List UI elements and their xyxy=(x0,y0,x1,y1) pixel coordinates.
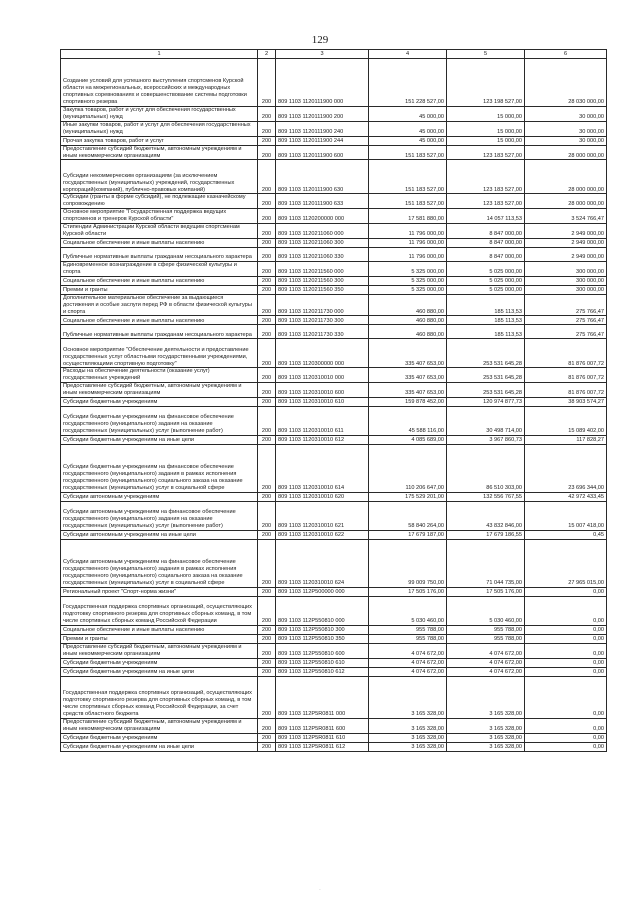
table-row xyxy=(61,294,607,316)
table-row xyxy=(61,238,607,247)
row-code-cell: 200 xyxy=(258,626,276,635)
row-code-cell: 200 xyxy=(258,644,276,659)
row-name-cell: Иные закупки товаров, работ и услуг для обеспечения государственных (муниципальных) нужд xyxy=(61,121,258,136)
row-approved-amount: 335 407 653,00 xyxy=(369,339,447,368)
table-row xyxy=(61,436,607,445)
row-name-cell: Субсидии бюджетным учреждениям на иные цели xyxy=(61,742,258,751)
row-executed-amount: 5 030 460,00 xyxy=(447,597,525,626)
row-name-cell: Социальное обеспечение и иные выплаты населению xyxy=(61,276,258,285)
row-approved-amount: 4 074 672,00 xyxy=(369,667,447,676)
row-classification-cell: 809 1103 1120310010 600 xyxy=(276,383,369,398)
row-code-cell: 200 xyxy=(258,658,276,667)
row-executed-amount: 43 832 846,00 xyxy=(447,502,525,531)
row-approved-amount: 17 581 880,00 xyxy=(369,209,447,224)
row-approved-amount: 151 183 527,00 xyxy=(369,160,447,194)
row-unexecuted-amount: 275 766,47 xyxy=(525,325,607,339)
row-classification-cell: 809 1103 1120310010 620 xyxy=(276,493,369,502)
row-executed-amount: 132 556 767,55 xyxy=(447,493,525,502)
row-classification-cell: 809 1103 1120310010 624 xyxy=(276,540,369,588)
row-name-cell: Публичные нормативные выплаты гражданам несоциального характера xyxy=(61,247,258,261)
row-classification-cell: 809 1103 1120111900 600 xyxy=(276,145,369,160)
row-executed-amount: 17 679 186,55 xyxy=(447,531,525,540)
table-row xyxy=(61,635,607,644)
row-approved-amount: 4 085 689,00 xyxy=(369,436,447,445)
row-executed-amount: 5 025 000,00 xyxy=(447,261,525,276)
table-row xyxy=(61,597,607,626)
row-unexecuted-amount: 2 949 000,00 xyxy=(525,247,607,261)
row-unexecuted-amount: 300 000,00 xyxy=(525,261,607,276)
row-classification-cell: 809 1103 112P5R0811 610 xyxy=(276,733,369,742)
row-approved-amount: 45 000,00 xyxy=(369,107,447,122)
row-classification-cell: 809 1103 1120310010 621 xyxy=(276,502,369,531)
row-approved-amount: 11 796 000,00 xyxy=(369,224,447,239)
row-code-cell: 200 xyxy=(258,316,276,325)
row-executed-amount: 253 531 645,28 xyxy=(447,368,525,383)
row-approved-amount: 45 000,00 xyxy=(369,121,447,136)
table-row xyxy=(61,658,607,667)
row-code-cell: 200 xyxy=(258,733,276,742)
row-code-cell: 200 xyxy=(258,502,276,531)
column-header-unexecuted: 6 xyxy=(525,50,607,59)
row-unexecuted-amount: 30 000,00 xyxy=(525,107,607,122)
row-approved-amount: 151 183 527,00 xyxy=(369,145,447,160)
table-row xyxy=(61,160,607,194)
row-unexecuted-amount: 0,00 xyxy=(525,588,607,597)
table-row xyxy=(61,383,607,398)
table-row xyxy=(61,742,607,751)
row-classification-cell: 809 1103 112P550810 612 xyxy=(276,667,369,676)
row-executed-amount: 123 183 527,00 xyxy=(447,160,525,194)
row-name-cell: Субсидии автономным учреждениям на финансовое обеспечение государственного (муниципального) задания в рамках исполнения государственного (муниципального) социального заказа на оказание государственных (муниципальных) услуг в социальной сфере xyxy=(61,540,258,588)
row-approved-amount: 17 679 187,00 xyxy=(369,531,447,540)
row-name-cell: Субсидии бюджетным учреждениям на финансовое обеспечение государственного (муниципального) задания в рамках исполнения государственного (муниципального) социального заказа на оказание государственных (муниципальных) услуг в социальной сфере xyxy=(61,445,258,493)
row-name-cell: Закупка товаров, работ и услуг для обеспечения государственных (муниципальных) нужд xyxy=(61,107,258,122)
row-unexecuted-amount: 81 876 007,72 xyxy=(525,368,607,383)
row-name-cell: Премии и гранты xyxy=(61,285,258,294)
row-executed-amount: 253 531 645,28 xyxy=(447,383,525,398)
row-approved-amount: 4 074 672,00 xyxy=(369,658,447,667)
table-row xyxy=(61,59,607,107)
table-row xyxy=(61,136,607,145)
row-unexecuted-amount: 42 972 433,45 xyxy=(525,493,607,502)
row-executed-amount: 8 847 000,00 xyxy=(447,238,525,247)
row-code-cell: 200 xyxy=(258,407,276,436)
row-code-cell: 200 xyxy=(258,588,276,597)
table-row xyxy=(61,676,607,718)
table-row xyxy=(61,502,607,531)
row-code-cell: 200 xyxy=(258,276,276,285)
header-row xyxy=(61,50,607,59)
row-unexecuted-amount: 2 949 000,00 xyxy=(525,224,607,239)
row-name-cell: Субсидии бюджетным учреждениям на финансовое обеспечение государственного (муниципального) задания на оказание государственных (муниципальных) услуг (выполнение работ) xyxy=(61,407,258,436)
row-approved-amount: 3 165 328,00 xyxy=(369,676,447,718)
row-code-cell: 200 xyxy=(258,383,276,398)
row-approved-amount: 955 788,00 xyxy=(369,635,447,644)
row-unexecuted-amount: 0,45 xyxy=(525,531,607,540)
row-name-cell: Субсидии бюджетным учреждениям на иные цели xyxy=(61,436,258,445)
table-row xyxy=(61,261,607,276)
table-row xyxy=(61,121,607,136)
row-classification-cell: 809 1103 1120211730 300 xyxy=(276,316,369,325)
row-unexecuted-amount: 23 696 344,00 xyxy=(525,445,607,493)
row-executed-amount: 955 788,00 xyxy=(447,635,525,644)
row-classification-cell: 809 1103 1120111900 200 xyxy=(276,107,369,122)
row-executed-amount: 17 505 176,00 xyxy=(447,588,525,597)
row-unexecuted-amount: 0,00 xyxy=(525,676,607,718)
row-classification-cell: 809 1103 1120300000 000 xyxy=(276,339,369,368)
table-row xyxy=(61,445,607,493)
row-code-cell: 200 xyxy=(258,531,276,540)
row-code-cell: 200 xyxy=(258,493,276,502)
row-classification-cell: 809 1103 1120211060 330 xyxy=(276,247,369,261)
row-classification-cell: 809 1103 112P550810 350 xyxy=(276,635,369,644)
row-unexecuted-amount: 30 000,00 xyxy=(525,136,607,145)
row-code-cell: 200 xyxy=(258,145,276,160)
row-executed-amount: 123 183 527,00 xyxy=(447,145,525,160)
row-code-cell: 200 xyxy=(258,718,276,733)
row-name-cell: Основное мероприятие "Государственная поддержка ведущих спортсменов и тренеров Курской области" xyxy=(61,209,258,224)
row-unexecuted-amount: 28 000 000,00 xyxy=(525,194,607,209)
row-approved-amount: 45 000,00 xyxy=(369,136,447,145)
table-row xyxy=(61,667,607,676)
row-code-cell: 200 xyxy=(258,635,276,644)
row-code-cell: 200 xyxy=(258,247,276,261)
row-name-cell: Единовременное вознаграждение в сфере физической культуры и спорта xyxy=(61,261,258,276)
row-approved-amount: 3 165 328,00 xyxy=(369,718,447,733)
row-approved-amount: 3 165 328,00 xyxy=(369,733,447,742)
row-approved-amount: 5 325 000,00 xyxy=(369,276,447,285)
row-executed-amount: 30 498 714,00 xyxy=(447,407,525,436)
row-unexecuted-amount: 275 766,47 xyxy=(525,316,607,325)
table-row xyxy=(61,407,607,436)
row-unexecuted-amount: 0,00 xyxy=(525,644,607,659)
row-unexecuted-amount: 0,00 xyxy=(525,718,607,733)
table-row xyxy=(61,540,607,588)
row-approved-amount: 460 880,00 xyxy=(369,294,447,316)
row-approved-amount: 45 588 116,00 xyxy=(369,407,447,436)
row-executed-amount: 3 165 328,00 xyxy=(447,733,525,742)
row-classification-cell: 809 1103 1120211560 300 xyxy=(276,276,369,285)
table-body xyxy=(61,59,607,752)
row-code-cell: 200 xyxy=(258,224,276,239)
row-approved-amount: 151 183 527,00 xyxy=(369,194,447,209)
row-unexecuted-amount: 0,00 xyxy=(525,635,607,644)
row-code-cell: 200 xyxy=(258,136,276,145)
row-unexecuted-amount: 0,00 xyxy=(525,597,607,626)
row-classification-cell: 809 1103 1120310010 622 xyxy=(276,531,369,540)
row-unexecuted-amount: 3 524 766,47 xyxy=(525,209,607,224)
row-unexecuted-amount: 275 766,47 xyxy=(525,294,607,316)
row-classification-cell: 809 1103 1120111900 000 xyxy=(276,59,369,107)
row-code-cell: 200 xyxy=(258,59,276,107)
row-name-cell: Субсидии бюджетным учреждениям xyxy=(61,733,258,742)
row-code-cell: 200 xyxy=(258,209,276,224)
row-unexecuted-amount: 30 000,00 xyxy=(525,121,607,136)
row-classification-cell: 809 1103 1120211060 300 xyxy=(276,238,369,247)
row-executed-amount: 4 074 672,00 xyxy=(447,644,525,659)
row-name-cell: Основное мероприятие "Обеспечение деятельности и предоставление государственных услуг областными государственными учреждениями, осуществляющими спортивную подготовку" xyxy=(61,339,258,368)
row-approved-amount: 955 788,00 xyxy=(369,626,447,635)
row-approved-amount: 99 009 750,00 xyxy=(369,540,447,588)
row-name-cell: Прочая закупка товаров, работ и услуг xyxy=(61,136,258,145)
row-approved-amount: 159 878 452,00 xyxy=(369,398,447,407)
row-executed-amount: 86 510 303,00 xyxy=(447,445,525,493)
row-code-cell: 200 xyxy=(258,294,276,316)
column-header-name: 1 xyxy=(61,50,258,59)
row-executed-amount: 3 165 328,00 xyxy=(447,676,525,718)
row-executed-amount: 71 044 735,00 xyxy=(447,540,525,588)
row-approved-amount: 335 407 653,00 xyxy=(369,383,447,398)
row-classification-cell: 809 1103 1120111900 630 xyxy=(276,160,369,194)
row-code-cell: 200 xyxy=(258,540,276,588)
row-unexecuted-amount: 0,00 xyxy=(525,658,607,667)
row-code-cell: 200 xyxy=(258,160,276,194)
row-classification-cell: 809 1103 1120310010 612 xyxy=(276,436,369,445)
row-approved-amount: 335 407 653,00 xyxy=(369,368,447,383)
row-name-cell: Субсидии бюджетным учреждениям xyxy=(61,398,258,407)
table-row xyxy=(61,209,607,224)
row-unexecuted-amount: 81 876 007,72 xyxy=(525,339,607,368)
row-executed-amount: 123 198 527,00 xyxy=(447,59,525,107)
row-classification-cell: 809 1103 112P550810 610 xyxy=(276,658,369,667)
row-classification-cell: 809 1103 1120310010 610 xyxy=(276,398,369,407)
row-unexecuted-amount: 2 949 000,00 xyxy=(525,238,607,247)
table-row xyxy=(61,194,607,209)
row-classification-cell: 809 1103 1120211730 000 xyxy=(276,294,369,316)
row-code-cell: 200 xyxy=(258,368,276,383)
row-approved-amount: 5 325 000,00 xyxy=(369,285,447,294)
row-classification-cell: 809 1103 112P500000 000 xyxy=(276,588,369,597)
budget-execution-table xyxy=(60,49,607,752)
row-unexecuted-amount: 28 000 000,00 xyxy=(525,160,607,194)
row-code-cell: 200 xyxy=(258,238,276,247)
page-number: 129 xyxy=(311,34,329,46)
scan-artifact-mark: · xyxy=(319,887,321,893)
row-executed-amount: 4 074 672,00 xyxy=(447,658,525,667)
row-code-cell: 200 xyxy=(258,742,276,751)
row-classification-cell: 809 1103 1120200000 000 xyxy=(276,209,369,224)
row-executed-amount: 123 183 527,00 xyxy=(447,194,525,209)
row-approved-amount: 110 206 647,00 xyxy=(369,445,447,493)
row-code-cell: 200 xyxy=(258,194,276,209)
row-unexecuted-amount: 300 000,00 xyxy=(525,285,607,294)
column-header-executed: 5 xyxy=(447,50,525,59)
row-code-cell: 200 xyxy=(258,445,276,493)
row-approved-amount: 11 796 000,00 xyxy=(369,238,447,247)
table-row xyxy=(61,368,607,383)
table-row xyxy=(61,644,607,659)
row-executed-amount: 253 531 645,28 xyxy=(447,339,525,368)
row-code-cell: 200 xyxy=(258,436,276,445)
row-unexecuted-amount: 38 903 574,27 xyxy=(525,398,607,407)
row-executed-amount: 120 974 877,73 xyxy=(447,398,525,407)
row-executed-amount: 15 000,00 xyxy=(447,121,525,136)
row-classification-cell: 809 1103 1120211560 000 xyxy=(276,261,369,276)
row-classification-cell: 809 1103 1120111900 240 xyxy=(276,121,369,136)
row-name-cell: Стипендии Администрации Курской области ведущим спортсменам Курской области xyxy=(61,224,258,239)
row-approved-amount: 5 325 000,00 xyxy=(369,261,447,276)
row-unexecuted-amount: 28 030 000,00 xyxy=(525,59,607,107)
row-approved-amount: 58 840 264,00 xyxy=(369,502,447,531)
column-header-approved: 4 xyxy=(369,50,447,59)
table-row xyxy=(61,285,607,294)
row-name-cell: Государственная поддержка спортивных организаций, осуществляющих подготовку спортивного резерва для спортивных сборных команд, в том числе спортивных сборных команд Российской Федерации xyxy=(61,597,258,626)
row-name-cell: Субсидии бюджетным учреждениям xyxy=(61,658,258,667)
row-executed-amount: 15 000,00 xyxy=(447,107,525,122)
row-executed-amount: 3 165 328,00 xyxy=(447,718,525,733)
row-name-cell: Субсидии бюджетным учреждениям на иные цели xyxy=(61,667,258,676)
table-row xyxy=(61,531,607,540)
table-row xyxy=(61,398,607,407)
row-classification-cell: 809 1103 1120211560 350 xyxy=(276,285,369,294)
row-classification-cell: 809 1103 1120111900 244 xyxy=(276,136,369,145)
column-header-code: 2 xyxy=(258,50,276,59)
table-row xyxy=(61,276,607,285)
row-name-cell: Субсидии автономным учреждениям xyxy=(61,493,258,502)
row-name-cell: Социальное обеспечение и иные выплаты населению xyxy=(61,316,258,325)
row-approved-amount: 175 529 201,00 xyxy=(369,493,447,502)
row-name-cell: Предоставление субсидий бюджетным, автономным учреждениям и иным некоммерческим организациям xyxy=(61,718,258,733)
row-classification-cell: 809 1103 112P5R0811 000 xyxy=(276,676,369,718)
table-row xyxy=(61,718,607,733)
row-executed-amount: 8 847 000,00 xyxy=(447,224,525,239)
row-code-cell: 200 xyxy=(258,261,276,276)
row-code-cell: 200 xyxy=(258,597,276,626)
row-code-cell: 200 xyxy=(258,339,276,368)
row-classification-cell: 809 1103 1120111900 633 xyxy=(276,194,369,209)
table-row xyxy=(61,733,607,742)
row-name-cell: Субсидии некоммерческим организациям (за исключением государственных (муниципальных) учреждений, государственных корпораций(компаний), публично-правовых компаний) xyxy=(61,160,258,194)
row-classification-cell: 809 1103 1120310010 000 xyxy=(276,368,369,383)
row-unexecuted-amount: 15 089 402,00 xyxy=(525,407,607,436)
row-name-cell: Государственная поддержка спортивных организаций, осуществляющих подготовку спортивного резерва для спортивных сборных команд, в том числе спортивных сборных команд Российской Федерации, за счет средств областного бюджета xyxy=(61,676,258,718)
row-classification-cell: 809 1103 112P550810 000 xyxy=(276,597,369,626)
row-executed-amount: 5 025 000,00 xyxy=(447,285,525,294)
row-name-cell: Субсидии автономным учреждениям на финансовое обеспечение государственного (муниципального) задания на оказание государственных (муниципальных) услуг (выполнение работ) xyxy=(61,502,258,531)
row-classification-cell: 809 1103 1120211730 330 xyxy=(276,325,369,339)
table-row xyxy=(61,325,607,339)
row-approved-amount: 11 796 000,00 xyxy=(369,247,447,261)
row-executed-amount: 14 057 113,53 xyxy=(447,209,525,224)
row-name-cell: Предоставление субсидий бюджетным, автономным учреждениям и иным некоммерческим организациям xyxy=(61,644,258,659)
row-classification-cell: 809 1103 112P550810 600 xyxy=(276,644,369,659)
row-approved-amount: 5 030 460,00 xyxy=(369,597,447,626)
table-row xyxy=(61,247,607,261)
table-row xyxy=(61,145,607,160)
table-row xyxy=(61,107,607,122)
row-unexecuted-amount: 15 007 418,00 xyxy=(525,502,607,531)
row-unexecuted-amount: 27 965 015,00 xyxy=(525,540,607,588)
row-unexecuted-amount: 0,00 xyxy=(525,667,607,676)
table-row xyxy=(61,316,607,325)
row-unexecuted-amount: 300 000,00 xyxy=(525,276,607,285)
row-classification-cell: 809 1103 112P550810 300 xyxy=(276,626,369,635)
row-name-cell: Расходы на обеспечение деятельности (оказание услуг) государственных учреждений xyxy=(61,368,258,383)
row-unexecuted-amount: 0,00 xyxy=(525,742,607,751)
row-code-cell: 200 xyxy=(258,121,276,136)
row-executed-amount: 955 788,00 xyxy=(447,626,525,635)
row-executed-amount: 185 113,53 xyxy=(447,325,525,339)
table-row xyxy=(61,626,607,635)
row-name-cell: Публичные нормативные выплаты гражданам несоциального характера xyxy=(61,325,258,339)
row-name-cell: Дополнительное материальное обеспечение за выдающиеся достижения и особые заслуги перед РФ в области физической культуры и спорта xyxy=(61,294,258,316)
row-executed-amount: 3 967 860,73 xyxy=(447,436,525,445)
row-unexecuted-amount: 117 828,27 xyxy=(525,436,607,445)
row-approved-amount: 151 228 527,00 xyxy=(369,59,447,107)
row-code-cell: 200 xyxy=(258,398,276,407)
row-approved-amount: 17 505 176,00 xyxy=(369,588,447,597)
row-code-cell: 200 xyxy=(258,285,276,294)
row-executed-amount: 185 113,53 xyxy=(447,294,525,316)
row-code-cell: 200 xyxy=(258,676,276,718)
row-name-cell: Предоставление субсидий бюджетным, автономным учреждениям и иным некоммерческим организациям xyxy=(61,383,258,398)
row-unexecuted-amount: 0,00 xyxy=(525,626,607,635)
row-classification-cell: 809 1103 1120310010 611 xyxy=(276,407,369,436)
row-name-cell: Премии и гранты xyxy=(61,635,258,644)
row-executed-amount: 5 025 000,00 xyxy=(447,276,525,285)
row-code-cell: 200 xyxy=(258,107,276,122)
table-row xyxy=(61,588,607,597)
row-classification-cell: 809 1103 1120211060 000 xyxy=(276,224,369,239)
row-approved-amount: 4 074 672,00 xyxy=(369,644,447,659)
row-name-cell: Субсидии автономным учреждениям на иные цели xyxy=(61,531,258,540)
row-approved-amount: 460 880,00 xyxy=(369,325,447,339)
row-executed-amount: 4 074 672,00 xyxy=(447,667,525,676)
row-classification-cell: 809 1103 112P5R0811 600 xyxy=(276,718,369,733)
row-approved-amount: 3 165 328,00 xyxy=(369,742,447,751)
row-name-cell: Субсидии (гранты в форме субсидий), не подлежащие казначейскому сопровождению xyxy=(61,194,258,209)
row-name-cell: Социальное обеспечение и иные выплаты населению xyxy=(61,626,258,635)
row-code-cell: 200 xyxy=(258,667,276,676)
row-executed-amount: 15 000,00 xyxy=(447,136,525,145)
table-row xyxy=(61,493,607,502)
row-approved-amount: 460 880,00 xyxy=(369,316,447,325)
row-name-cell: Создание условий для успешного выступления спортсменов Курской области на межрегиональных, всероссийских и международных спортивных соревнованиях и совершенствование системы подготовки спортивного резерва xyxy=(61,59,258,107)
row-name-cell: Социальное обеспечение и иные выплаты населению xyxy=(61,238,258,247)
column-header-classification: 3 xyxy=(276,50,369,59)
row-unexecuted-amount: 0,00 xyxy=(525,733,607,742)
row-code-cell: 200 xyxy=(258,325,276,339)
row-classification-cell: 809 1103 1120310010 614 xyxy=(276,445,369,493)
row-executed-amount: 8 847 000,00 xyxy=(447,247,525,261)
row-classification-cell: 809 1103 112P5R0811 612 xyxy=(276,742,369,751)
row-name-cell: Предоставление субсидий бюджетным, автономным учреждениям и иным некоммерческим организациям xyxy=(61,145,258,160)
row-executed-amount: 3 165 328,00 xyxy=(447,742,525,751)
table-row xyxy=(61,224,607,239)
row-unexecuted-amount: 28 000 000,00 xyxy=(525,145,607,160)
row-name-cell: Региональный проект "Спорт-норма жизни" xyxy=(61,588,258,597)
table-row xyxy=(61,339,607,368)
row-executed-amount: 185 113,53 xyxy=(447,316,525,325)
row-unexecuted-amount: 81 876 007,72 xyxy=(525,383,607,398)
